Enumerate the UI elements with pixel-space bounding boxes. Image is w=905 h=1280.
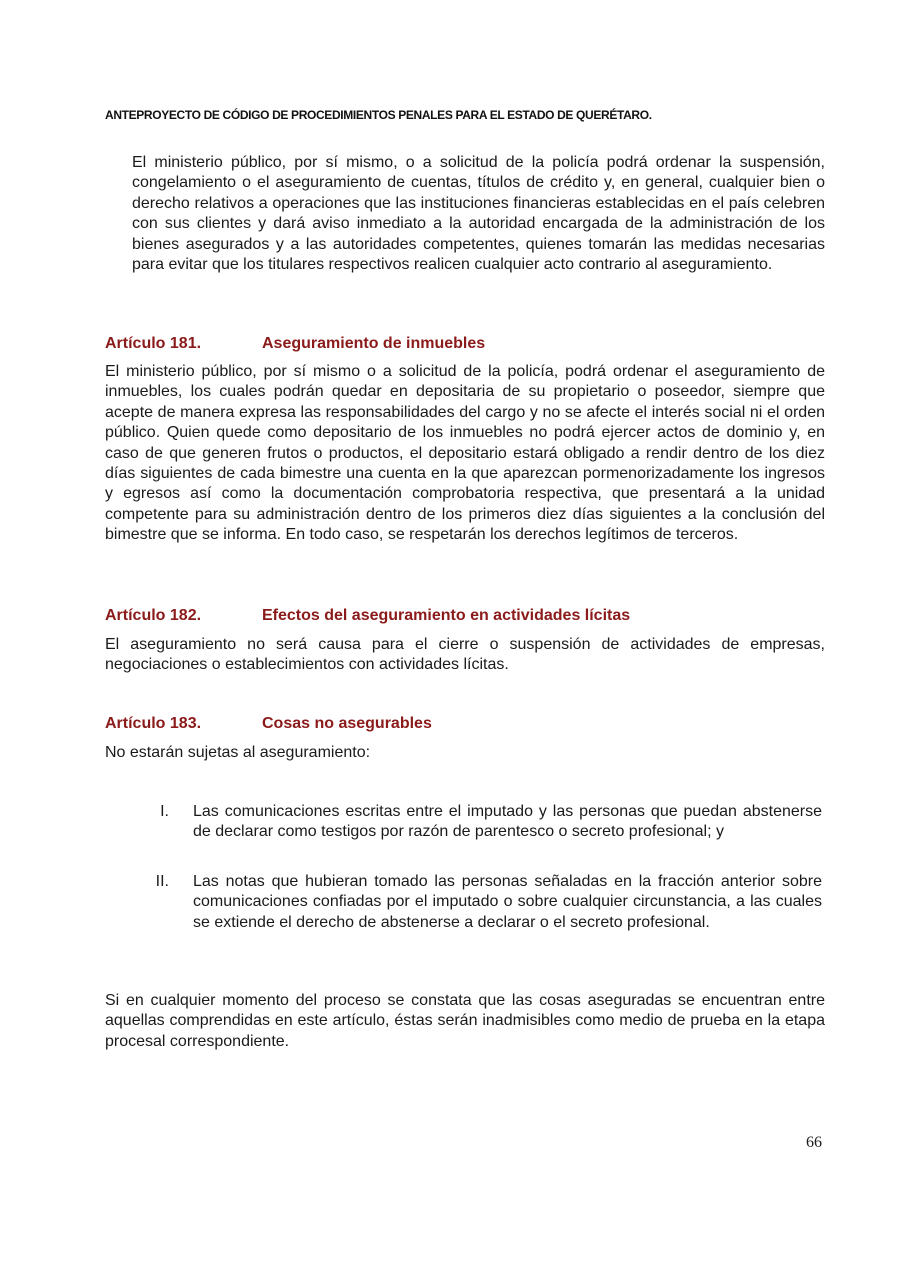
article-181-body: El ministerio público, por sí mismo o a solicitud de la policía, podrá ordenar el aseguramiento de inmuebles, los cuales podrán quedar en depositaria de su propietario o poseedor, siempre que acepte de manera expresa las responsabilidades del cargo y no se afecte el interés social ni el orden público. Quien quede como depositario de los inmuebles no podrá ejercer actos de dominio y, en caso de que generen frutos o productos, el depositario estará obligado a rendir dentro de los diez días siguientes de cada bimestre una cuenta en la que aparezcan pormenorizadamente los ingresos y egresos así como la documentación comprobatoria respectiva, que presentará a la unidad competente para su administración dentro de los primeros diez días siguientes a la conclusión del bimestre que se informa. En todo caso, se respetarán los derechos legítimos de terceros.: [105, 363, 825, 544]
article-number: Artículo 183.: [105, 715, 202, 732]
article-181-heading: [105, 335, 485, 353]
article-title: Aseguramiento de inmuebles: [262, 335, 486, 352]
page-number: 66: [806, 1134, 822, 1151]
article-183-heading: [105, 715, 432, 733]
list-numeral: II.: [155, 873, 169, 890]
closing-paragraph: Si en cualquier momento del proceso se constata que las cosas aseguradas se encuentran entre aquellas comprendidas en este artículo, éstas serán inadmisibles como medio de prueba en la etapa procesal correspondiente.: [105, 992, 825, 1050]
article-182-heading: [105, 607, 630, 625]
list-item: [105, 872, 822, 933]
running-header: ANTEPROYECTO DE CÓDIGO DE PROCEDIMIENTOS PENALES PARA EL ESTADO DE QUERÉTARO.: [105, 108, 652, 122]
article-title: Efectos del aseguramiento en actividades lícitas: [262, 607, 631, 624]
list-item: [105, 802, 822, 843]
article-number: Artículo 182.: [105, 607, 202, 624]
list-text: Las notas que hubieran tomado las personas señaladas en la fracción anterior sobre comunicaciones confiadas por el imputado o sobre cualquier circunstancia, a las cuales se extiende el derecho de abstenerse a declarar o el secreto profesional.: [193, 873, 822, 931]
article-number: Artículo 181.: [105, 335, 202, 352]
list-text: Las comunicaciones escritas entre el imputado y las personas que puedan abstenerse de declarar como testigos por razón de parentesco o secreto profesional; y: [193, 803, 822, 841]
article-182-body: El aseguramiento no será causa para el cierre o suspensión de actividades de empresas, negociaciones o establecimientos con actividades lícitas.: [105, 636, 825, 674]
article-title: Cosas no asegurables: [262, 715, 432, 732]
article-183-body: No estarán sujetas al aseguramiento:: [105, 744, 371, 761]
list-numeral: I.: [160, 803, 169, 820]
intro-paragraph: El ministerio público, por sí mismo, o a solicitud de la policía podrá ordenar la suspensión, congelamiento o el aseguramiento de cuentas, títulos de crédito y, en general, cualquier bien o derecho relativos a operaciones que las instituciones financieras establecidas en el país celebren con sus clientes y dará aviso inmediato a la autoridad encargada de la administración de los bienes asegurados y a las autoridades competentes, quienes tomarán las medidas necesarias para evitar que los titulares respectivos realicen cualquier acto contrario al aseguramiento.: [132, 154, 825, 274]
